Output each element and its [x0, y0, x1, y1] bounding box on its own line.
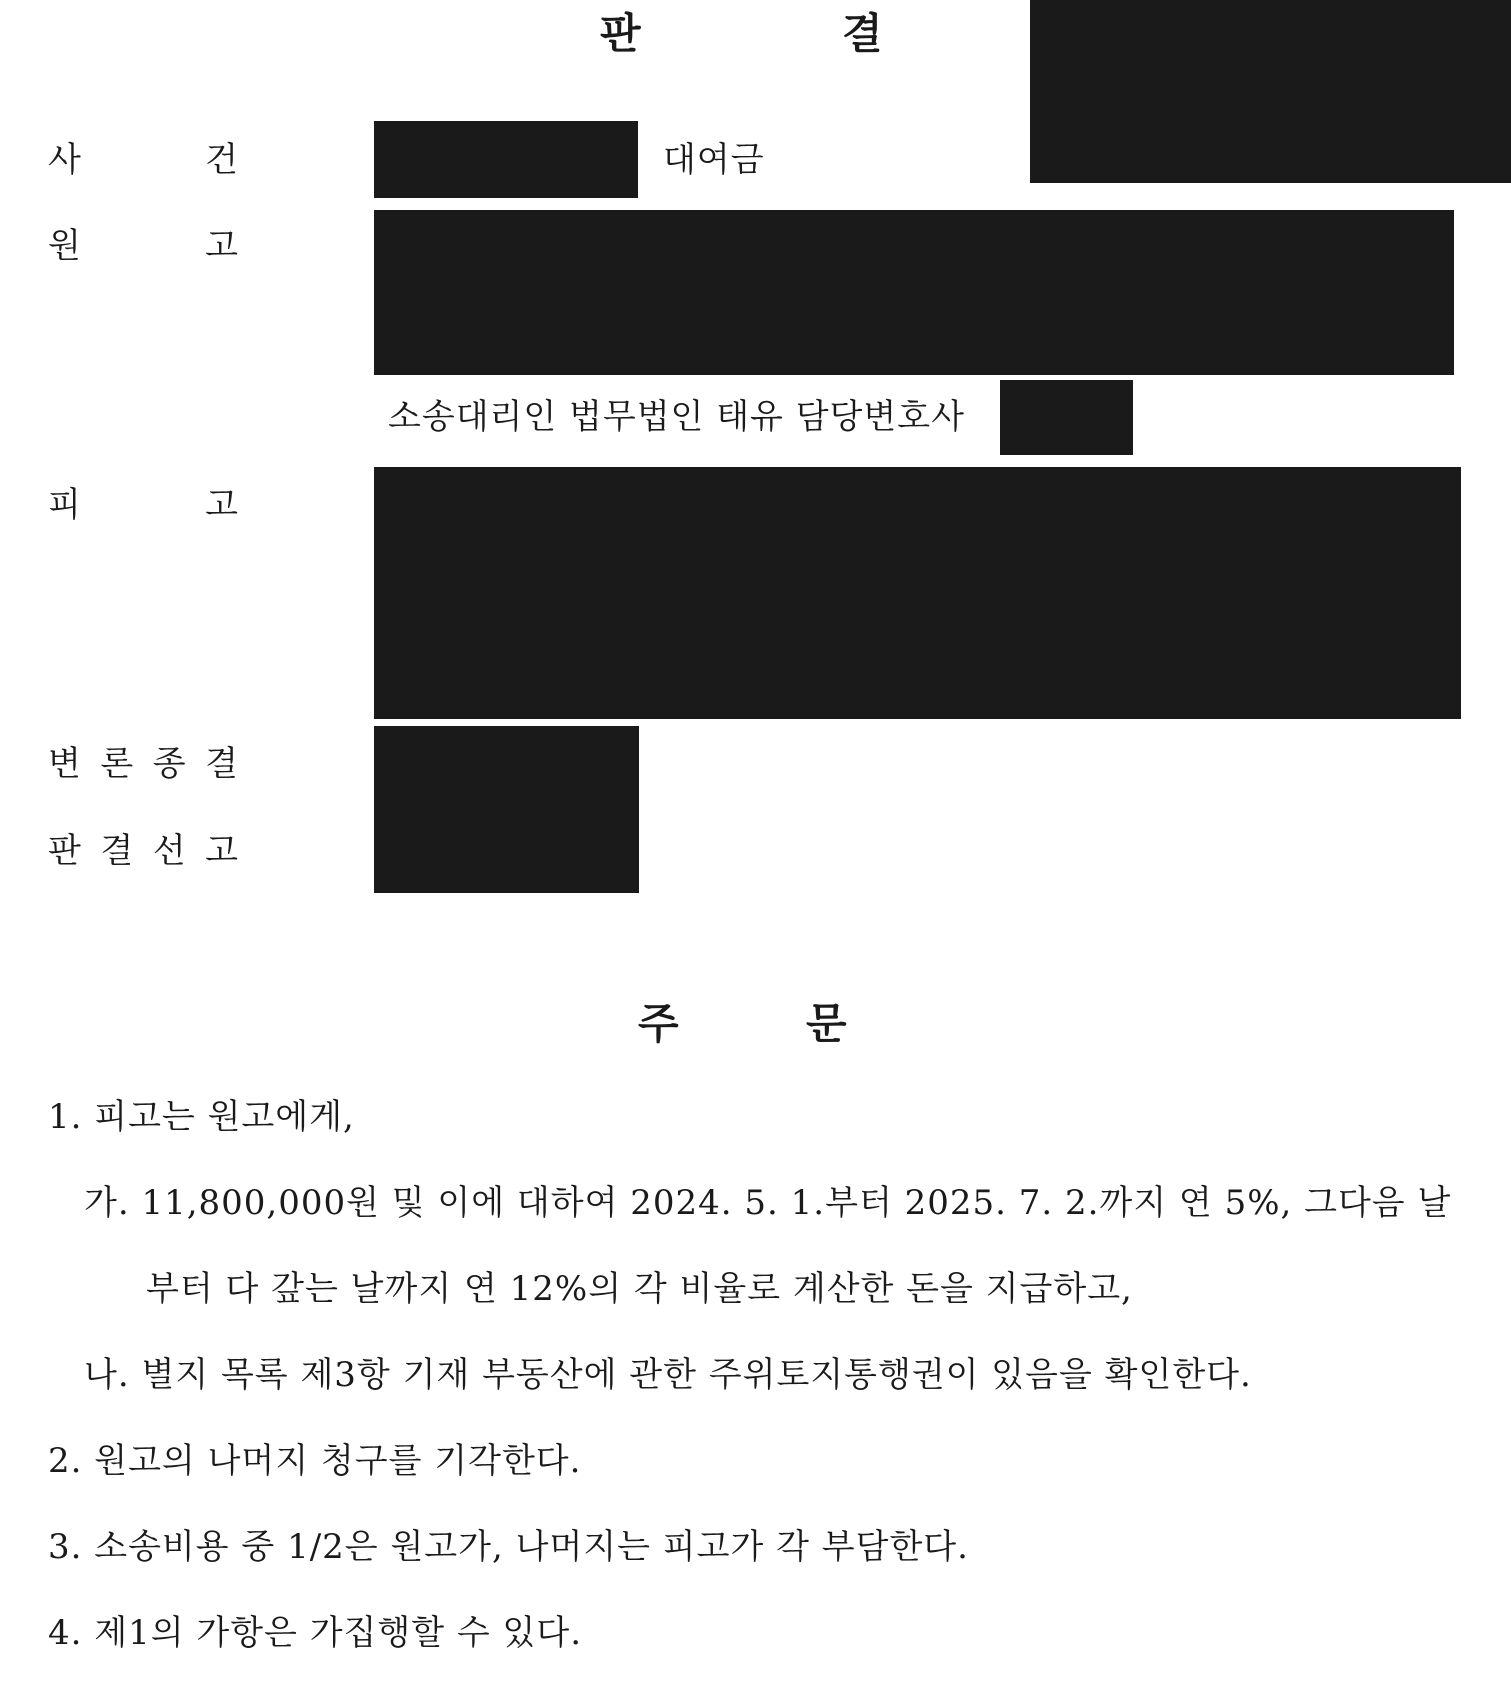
- redaction-attorney: [1000, 380, 1133, 455]
- title-char-2: 결: [842, 9, 883, 58]
- defendant-label: [48, 485, 238, 525]
- order-item-4: 4. 제1의 가항은 가집행할 수 있다.: [48, 1613, 583, 1653]
- case-label: [48, 140, 238, 180]
- plaintiff-label-char-1: 원: [48, 226, 81, 266]
- title-char-1: 판: [600, 9, 641, 58]
- closing-label-char-4: 결: [205, 744, 238, 784]
- closing-label-char-3: 종: [152, 744, 186, 784]
- order-item-1: 1. 피고는 원고에게,: [48, 1097, 355, 1137]
- order-item-2: 2. 원고의 나머지 청구를 기각한다.: [48, 1441, 582, 1481]
- closing-label: [48, 744, 238, 784]
- case-label-char-2: 건: [205, 140, 238, 180]
- order-item-3: 3. 소송비용 중 1/2은 원고가, 나머지는 피고가 각 부담한다.: [48, 1527, 969, 1567]
- redaction-block-court: [1030, 0, 1511, 183]
- case-label-char-1: 사: [48, 140, 81, 180]
- sentence-label-char-4: 고: [205, 831, 238, 871]
- plaintiff-label-char-2: 고: [205, 226, 238, 266]
- closing-label-char-2: 론: [100, 744, 134, 784]
- redaction-defendant: [374, 467, 1461, 719]
- order-item-1b: 나. 별지 목록 제3항 기재 부동산에 관한 주위토지통행권이 있음을 확인한다.: [84, 1355, 1252, 1395]
- closing-label-char-1: 변: [48, 744, 81, 784]
- redaction-plaintiff: [374, 210, 1454, 375]
- order-title-char-1: 주: [638, 999, 679, 1048]
- redaction-dates: [374, 726, 639, 893]
- sentence-label-char-3: 선: [152, 831, 186, 871]
- order-title-char-2: 문: [806, 999, 847, 1048]
- plaintiff-counsel: 소송대리인 법무법인 태유 담당변호사: [388, 397, 965, 437]
- defendant-label-char-2: 고: [205, 485, 238, 525]
- sentence-label-char-2: 결: [100, 831, 134, 871]
- sentence-label-char-1: 판: [48, 831, 81, 871]
- sentence-label: [48, 831, 238, 871]
- order-item-1a-line-2: 부터 다 갚는 날까지 연 12%의 각 비율로 계산한 돈을 지급하고,: [146, 1269, 1133, 1309]
- order-item-1a-line-1: 가. 11,800,000원 및 이에 대하여 2024. 5. 1.부터 2025. 7. 2.까지 연 5%, 그다음 날: [84, 1183, 1452, 1223]
- redaction-case-number: [374, 121, 638, 198]
- defendant-label-char-1: 피: [48, 485, 81, 525]
- case-name: 대여금: [663, 140, 765, 180]
- plaintiff-label: [48, 226, 238, 266]
